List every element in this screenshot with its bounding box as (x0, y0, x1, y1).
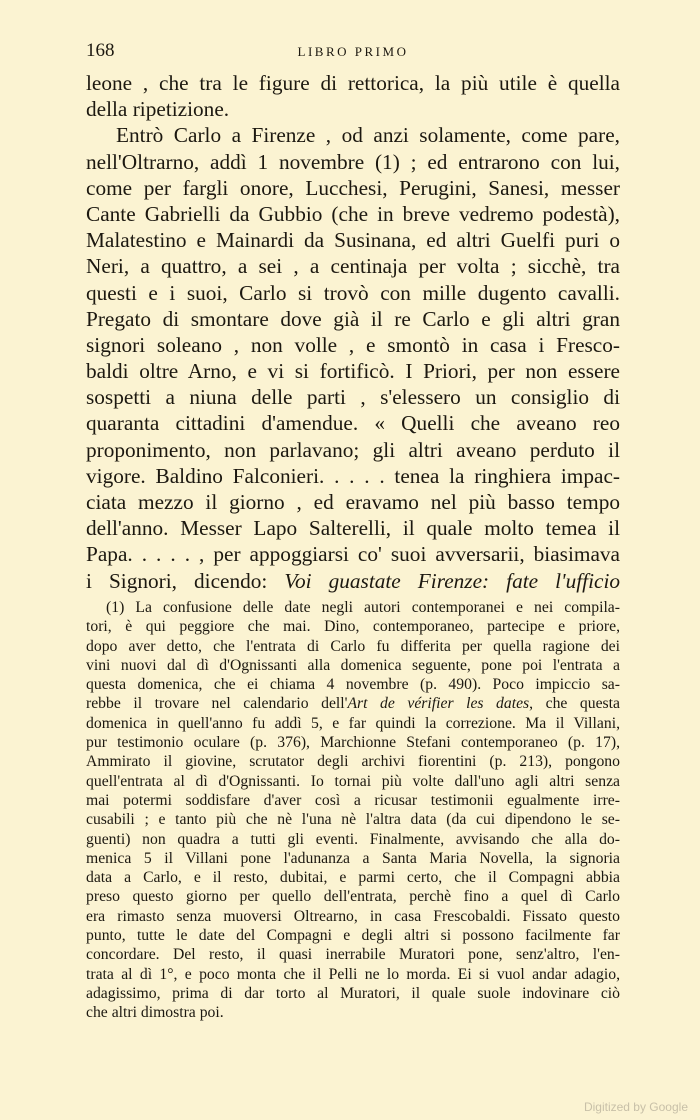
text-line: nell'Oltrarno, addì 1 novembre (1) ; ed entrarono con lui, (86, 149, 620, 174)
watermark: Digitized by Google (583, 1100, 688, 1114)
text-line: Cante Gabrielli da Gubbio (che in breve vedremo podestà), (86, 201, 620, 226)
footnote-line: questa domenica, che ei chiama 4 novembre (p. 490). Poco impiccio sa- (86, 676, 620, 694)
footnote-line: dopo aver detto, che l'entrata di Carlo fu differita per quella ragione dei (86, 637, 620, 655)
text-line: vigore. Baldino Falconieri. . . . . tenea la ringhiera impac- (86, 463, 620, 488)
footnote-line: quell'entrata al dì d'Ognissanti. Io tornai più volte dall'uno agli altri senza (86, 772, 620, 790)
main-text (86, 70, 620, 594)
footnote-line: domenica in quell'anno fu addì 5, e far quindi la correzione. Ma il Villani, (86, 714, 620, 732)
footnote-line: guenti) non quadra a tutti gli eventi. Finalmente, avvisando che alla do- (86, 830, 620, 848)
italic-quote: Voi guastate Firenze: fate l'ufficio (284, 568, 621, 593)
page-header (86, 40, 620, 66)
text-line: Papa. . . . . , per appoggiarsi co' suoi avversarii, biasimava (86, 542, 620, 567)
text-line: sospetti a niuna delle parti , s'elessero un consiglio di (86, 385, 620, 410)
text-line: quaranta cittadini d'amendue. « Quelli che aveano reo (86, 411, 620, 436)
footnote-line: pur testimonio oculare (p. 376), Marchionne Stefani contemporaneo (p. 17), (86, 734, 620, 752)
footnote-line: mai potermi soddisfare d'aver così a ricusar testimonii egualmente irre- (86, 791, 620, 809)
text-line: Pregato di smontare dove già il re Carlo e gli altri gran (86, 306, 620, 331)
text-line: Neri, a quattro, a sei , a centinaja per volta ; sicchè, tra (86, 254, 620, 279)
footnote (86, 598, 620, 1023)
running-head: LIBRO PRIMO (297, 44, 409, 59)
text-run: i Signori, dicendo: (86, 568, 285, 593)
text-line-last (86, 568, 620, 594)
text-line: dell'anno. Messer Lapo Salterelli, il quale molto temea il (86, 516, 620, 541)
footnote-line: Ammirato il giovine, scrutator degli archivi fiorentini (p. 213), pongono (86, 753, 620, 771)
footnote-line: adagissimo, prima di dar torto al Muratori, il quale suole indovinare ciò (86, 984, 620, 1002)
text-line: signori soleano , non volle , e smontò in casa i Fresco- (86, 332, 620, 357)
text-line: leone , che tra le figure di rettorica, la più utile è quella (86, 71, 620, 95)
footnote-line: tori, è qui peggiore che mai. Dino, contemporaneo, partecipe e priore, (86, 618, 620, 636)
footnote-line: menica 5 il Villani pone l'adunanza a Santa Maria Novella, la signoria (86, 849, 620, 867)
text-run: rebbe il trovare nel calendario dell' (86, 695, 348, 713)
footnote-line: preso questo giorno per quello dell'entrata, perchè fino a quel dì Carlo (86, 888, 620, 906)
italic-title: Art de vérifier les dates (347, 695, 530, 713)
footnote-line (86, 694, 620, 713)
text-line: questi e i suoi, Carlo si trovò con mille dugento cavalli. (86, 280, 620, 305)
footnote-line: (1) La confusione delle date negli autori contemporanei e nei compila- (106, 599, 620, 616)
text-line: Malatestino e Mainardi da Susinana, ed altri Guelfi puri o (86, 228, 620, 253)
footnote-line: cusabili ; e tanto più che nè l'una nè l'altra data (da cui dipendono le se- (86, 811, 620, 829)
text-line: ciata mezzo il giorno , ed eravamo nel più basso tempo (86, 490, 620, 514)
footnote-line: concordare. Del resto, il quasi inerrabile Muratori pone, senz'altro, l'en- (86, 946, 620, 964)
footnote-line: trata al dì 1°, e poco monta che il Pelli ne lo morda. Ei si vuol andar adagio, (86, 965, 620, 983)
text-line: Entrò Carlo a Firenze , od anzi solamente, come pare, (116, 123, 620, 148)
text-run: , che questa (529, 695, 620, 713)
text-line: come per fargli onore, Lucchesi, Perugini, Sanesi, messer (86, 175, 620, 200)
page-number: 168 (86, 40, 115, 61)
footnote-line: punto, tutte le date del Compagni e degli altri si possono facilmente far (86, 927, 620, 945)
footnote-line: che altri dimostra poi. (86, 1004, 224, 1022)
text-line: proponimento, non parlavano; gli altri aveano perduto il (86, 437, 620, 462)
text-line: della ripetizione. (86, 97, 230, 122)
text-line: baldi oltre Arno, e vi si fortificò. I Priori, per non essere (86, 359, 620, 384)
footnote-line: data a Carlo, e il resto, dubitai, e parmi certo, che il Compagni abbia (86, 869, 620, 887)
footnote-line: era rimasto senza muoversi Oltrearno, in casa Frescobaldi. Fissato questo (86, 907, 620, 925)
footnote-line: vini nuovi dal dì d'Ognissanti alla domenica seguente, pone poi l'entrata a (86, 656, 620, 674)
